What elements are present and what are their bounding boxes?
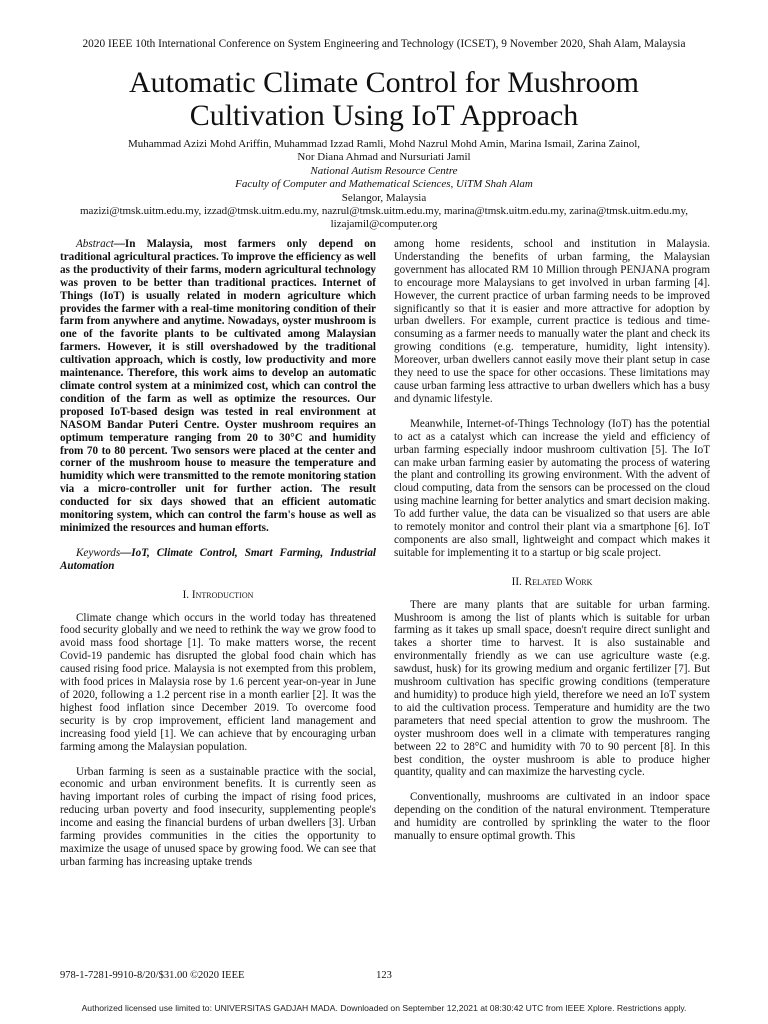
license-notice: Authorized licensed use limited to: UNIVERSITAS GADJAH MADA. Downloaded on September 12,2021 at 08:30:42 UTC from IEEE Xplore. Restrictions apply. <box>81 1003 687 1013</box>
abstract <box>60 238 376 535</box>
affiliation-1: National Autism Resource Centre <box>310 164 458 177</box>
section-heading-related-work <box>394 576 710 589</box>
emails-line-2: lizajamil@computer.org <box>330 218 438 231</box>
abstract-text: —In Malaysia, most farmers only depend on traditional agricultural practices. To improve the efficiency as well as the productivity of their farms, modern agricultural technology was proven to be better than traditional practices. Internet of Things (IoT) is usually related in modern agriculture which provides the farmer with a real-time monitoring condition of their farm from anywhere and anytime. Nowadays, oyster mushroom is one of the favorite plants to be cultivated among Malaysian farmers. However, it is still overshadowed by the traditional cultivation approach, which is costly, low productivity and more maintenance. Therefore, this work aims to develop an automatic climate control system at a minimized cost, which can control the condition of the farm as well as optimize the resources. Our proposed IoT-based design was tested in real environment at NASOM Bandar Puteri Centre. Oyster mushroom requires an optimum temperature ranging from 20 to 30°C and humidity from 70 to 80 percent. Two sensors were placed at the center and corner of the mushroom house to measure the temperature and humidity which were transmitted to the remote monitoring station via a micro-controller unit for further action. The result conducted for six days showed that an efficient automatic monitoring system, which can control the farm's house as well as minimized the resources and human efforts. <box>60 238 376 534</box>
abstract-lead: Abstract <box>76 238 114 250</box>
title-line-2: Cultivation Using IoT Approach <box>189 99 579 132</box>
footer-isbn: 978-1-7281-9910-8/20/$31.00 ©2020 IEEE <box>60 970 245 981</box>
keywords-text: —IoT, Climate Control, Smart Farming, Industrial Automation <box>60 546 376 572</box>
section-1-number: I. <box>182 588 190 601</box>
related-paragraph-1: There are many plants that are suitable for urban farming. Mushroom is among the list of plants which is suitable for urban farming as it takes up small space, doesn't require direct sunlight and takes a shorter time to harvest. It is also sustainable and environmentally friendly as we can use agriculture waste (e.g. sawdust, husk) for its growing medium and organic fertilizer [7]. But mushroom cultivation has specific growing conditions (temperature and humidity) to produce high yield, therefore we need an IoT system to aid the cultivation process. Temperature and humidity are the two parameters that need special attention to grow the mushroom. The oyster mushroom does well in a climate with temperatures ranging between 22 to 28°C and humidity with 70 to 90 percent [8]. In this best condition, the oyster mushroom is able to produce higher quantity, quality and can maximize the harvesting cycle. <box>394 598 710 779</box>
conference-header: 2020 IEEE 10th International Conference on System Engineering and Technology (ICSET), 9 November 2020, Shah Alam, Malaysia <box>82 38 686 50</box>
left-column <box>60 238 376 869</box>
keywords-lead: Keywords <box>76 546 121 559</box>
section-1-title: Introduction <box>191 588 254 601</box>
affiliation-2: Faculty of Computer and Mathematical Sciences, UiTM Shah Alam <box>235 178 533 191</box>
emails-line-1: mazizi@tmsk.uitm.edu.my, izzad@tmsk.uitm.edu.my, nazrul@tmsk.uitm.edu.my, marina@tmsk.uitm.edu.my, zarina@tmsk.uitm.edu.my, <box>80 205 688 218</box>
intro-paragraph-3: among home residents, school and institution in Malaysia. Understanding the benefits of urban farming, the Malaysian government has allocated RM 10 Million through PENJANA program to encourage more Malaysians to get involved in urban farming [4]. However, the current practice of urban farming needs to be improved significantly so that it is easier and more attractive for adoption by urban dwellers. For example, current practice is tedious and time-consuming as a farmer needs to manually water the plant and check its growing conditions (e.g. temperature, humidity, light intensity). Moreover, urban dwellers cannot easily move their plant setup in case they need to use the space for other occasions. These limitations may cause urban farming less attractive to urban dwellers which has a busy and dynamic lifestyle. <box>394 238 710 405</box>
location: Selangor, Malaysia <box>341 191 427 204</box>
section-2-number: II. <box>511 575 522 588</box>
authors-line-1: Muhammad Azizi Mohd Ariffin, Muhammad Izzad Ramli, Mohd Nazrul Mohd Amin, Marina Ismail, Zarina Zainol, <box>127 138 641 150</box>
right-column <box>394 238 710 843</box>
author-block <box>40 138 728 232</box>
intro-paragraph-2: Urban farming is seen as a sustainable practice with the social, economic and urban environment benefits. It is currently seen as having important roles of curbing the impact of rising food prices, reducing urban poverty and food insecurity, supplementing people's income and easing the financial burdens of urban dwellers [3]. Urban farming provides communities in the cities the opportunity to maximize the usage of unused space by growing food. We can see that urban farming has increasing uptake trends <box>60 765 376 868</box>
page-number: 123 <box>376 970 392 981</box>
paper-title <box>0 66 768 132</box>
section-heading-introduction <box>60 589 376 602</box>
related-paragraph-2: Conventionally, mushrooms are cultivated in an indoor space depending on the condition of the natural environment. Ttemperature and humidity are controlled by sprinkling the water to the floor manually to ensure optimal growth. This <box>394 791 710 843</box>
section-2-title: Related Work <box>524 575 593 588</box>
keywords <box>60 547 376 573</box>
authors-line-2: Nor Diana Ahmad and Nursuriati Jamil <box>297 151 471 164</box>
intro-paragraph-4: Meanwhile, Internet-of-Things Technology (IoT) has the potential to act as a catalyst which can increase the yield and efficiency of urban farming especially indoor mushroom cultivation [5]. The IoT can make urban farming easier by automating the process of watering the plant and controlling its growing environment. With the advent of cloud computing, data from the sensors can be processed on the cloud using machine learning for better analytics and smart decision making. To add further value, the data can be visualized so that users are able to remotely monitor and control their plant via a smartphone [6]. IoT components are also small, lightweight and compact which makes it suitable for implementing it to a startup or big scale project. <box>394 417 710 559</box>
intro-paragraph-1: Climate change which occurs in the world today has threatened food security globally and we need to rethink the way we grow food to avoid mass food shortage [1]. To make matters worse, the recent Covid-19 pandemic has disrupted the global food chain which has caused rising food price. Malaysia is not exempted from this problem, with food prices in Malaysia rose by 1.6 percent year-on-year in June of 2020, following a 1.2 percent rise in a month earlier [2]. It was the highest food inflation since December 2019. To overcome food security is by crop improvement, efficient land management and increasing food yield [1]. We can achieve that by encouraging urban farming among the Malaysian population. <box>60 611 376 753</box>
title-line-1: Automatic Climate Control for Mushroom <box>129 66 639 99</box>
